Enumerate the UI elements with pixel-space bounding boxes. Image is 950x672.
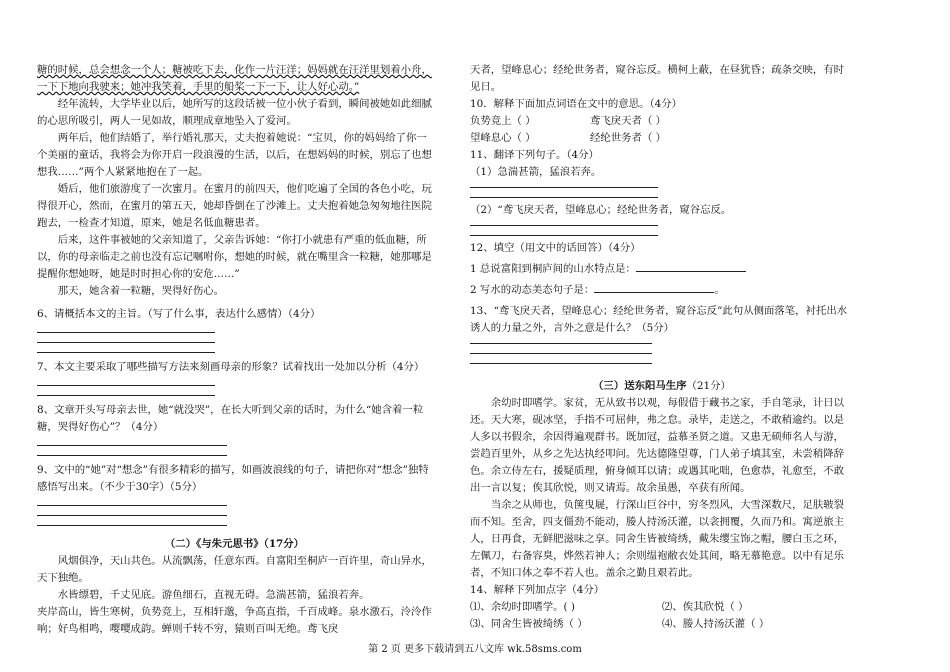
text-paragraph: 夹岸高山，皆生寒树，负势竞上，互相轩邈，争高直指，千百成峰。泉水激石，泠泠作响；好鸟相鸣，嘤嘤成韵。蝉则千转不穷，猿则百叫无绝。鸢飞戾	[37, 606, 432, 635]
answer-line[interactable]	[37, 342, 215, 343]
question-8: 8、文章开头写母亲去世，她“就没哭”，在长大听到父亲的话时，为什么“她含着一粒糖，哭得好伤心”？（4分）	[37, 404, 424, 433]
text-paragraph: 水皆缥碧，千丈见底。游鱼细石，直视无碍。急湍甚箭，猛浪若奔。	[57, 589, 370, 601]
q12-item-end: 。	[714, 284, 725, 296]
right-column	[470, 62, 854, 633]
fill-blank[interactable]	[636, 271, 746, 272]
q10-item[interactable]: 负势竞上（ ）	[470, 115, 536, 127]
q14-item[interactable]: ⑵、俟其欣悦（ ）	[662, 601, 749, 613]
left-column	[37, 62, 432, 638]
q14-row	[470, 599, 854, 616]
page-footer: 第 2 页 更多下载请到五八文库 wk.58sms.com	[368, 644, 582, 655]
answer-line[interactable]	[37, 385, 215, 386]
question-12: 12、填空（用文中的话回答）（4分）	[470, 242, 641, 254]
text-paragraph: 当余之从师也，负箧曳屣，行深山巨谷中，穷冬烈风，大雪深数尺，足肤皲裂而不知。至舍，四支僵劲不能动，媵人持汤沃灌，以衾拥覆，久而乃和。寓逆旅主人，日再食，无鲜肥滋味之享。同舍生皆被绮绣，戴朱缨宝饰之帽，腰白玉之环，左佩刀，右备容臭，烨然若神人；余则缊袍敝衣处其间，略无慕艳意。以中有足乐者，不知口体之奉不若人也。盖余之勤且艰若此。	[470, 499, 845, 579]
answer-line[interactable]	[37, 525, 227, 526]
answer-line[interactable]	[37, 445, 227, 446]
answer-line[interactable]	[470, 197, 658, 198]
question-7: 7、本文主要采取了哪些描写方法来刻画母亲的形象？试着找出一处加以分析（4分）	[37, 361, 425, 373]
question-10: 10．解释下面加点词语在文中的意思。（4分）	[470, 98, 683, 110]
question-13: 13、“鸢飞戾天者，望峰息心；经纶世务者，窥谷忘反”此句从侧面落笔，衬托出水诱人的力量之外，言外之意是什么？（5分）	[470, 305, 848, 334]
answer-line[interactable]	[470, 353, 652, 354]
question-11: 11、翻译下列句子。（4分）	[470, 149, 599, 161]
question-14: 14、解释下列加点字（4分）	[470, 584, 605, 596]
question-9: 9、文中的“她”对“想念”有很多精彩的描写，如画波浪线的句子，请把你对“想念”独特感悟写出来。（不少于30字）（5分）	[37, 464, 429, 493]
answer-line[interactable]	[37, 455, 227, 456]
passage-paragraph: 两年后，他们结婚了，举行婚礼那天，丈夫抱着她说：“宝贝，你的妈妈给了你一个美丽的童话，我将会为你开启一段浪漫的生活，以后，在想妈妈的时候，别忘了也想想我……”两个人紧紧地抱在了一起。	[37, 132, 432, 178]
passage-paragraph: 经年流转，大学毕业以后，她所写的这段话被一位小伙子看到，瞬间被她如此细腻的心思所吸引，两人一见如故，顺理成章地坠入了爱河。	[37, 98, 432, 127]
q12-item	[470, 261, 854, 278]
q11-item: （1）急湍甚箭，猛浪若奔。	[470, 166, 602, 178]
q12-item-label: 2 写水的动态美态句子是：	[470, 284, 595, 296]
answer-line[interactable]	[37, 395, 215, 396]
q12-item	[470, 282, 854, 299]
section-score: （21分）	[686, 380, 731, 392]
answer-line[interactable]	[470, 235, 658, 236]
answer-line[interactable]	[37, 332, 215, 333]
answer-line[interactable]	[37, 352, 215, 353]
passage-paragraph: 后来，这件事被她的父亲知道了，父亲告诉她：“你打小就患有严重的低血糖，所以，你的母亲临走之前也没有忘记嘱咐你，想她的时候，就在嘴里含一粒糖，她那哪是提醒你想她呀，她是时时担心你的安危……”	[37, 234, 432, 280]
answer-line[interactable]	[37, 515, 227, 516]
answer-line[interactable]	[470, 225, 658, 226]
answer-line[interactable]	[470, 363, 652, 364]
q10-item[interactable]: 经纶世务者（ ）	[590, 132, 667, 144]
text-paragraph: 余幼时即嗜学。家贫，无从致书以观，每假借于藏书之家，手自笔录，计日以还。天大寒，砚冰坚，手指不可屈伸，弗之怠。录毕，走送之，不敢稍逾约。以是人多以书假余，余因得遍观群书。既加冠，益慕圣贤之道。又患无硕师名人与游，尝趋百里外，从乡之先达执经叩问。先达德隆望尊，门人弟子填其室，未尝稍降辞色。余立侍左右，援疑质理，俯身倾耳以请；或遇其叱咄，色愈恭，礼愈至，不敢出一言以复；俟其欣悦，则又请焉。故余虽愚，卒获有所闻。	[470, 397, 845, 494]
text-paragraph: 天者，望峰息心；经纶世务者，窥谷忘反。横柯上蔽，在昼犹昏；疏条交映，有时见日。	[470, 64, 845, 93]
passage-paragraph: 那天，她含着一粒糖，哭得好伤心。	[57, 285, 225, 297]
q10-item[interactable]: 望峰息心（ ）	[470, 132, 536, 144]
q10-row	[470, 113, 854, 130]
answer-line[interactable]	[470, 187, 658, 188]
section-title-3-text: （三）送东阳马生序	[593, 380, 687, 392]
q10-item[interactable]: 鸢飞戾天者（ ）	[590, 115, 667, 127]
passage-paragraph: 婚后，他们旅游度了一次蜜月。在蜜月的前四天，他们吃遍了全国的各色小吃，玩得很开心，然而，在蜜月的第五天，她却昏倒在了沙滩上。丈夫抱着她急匆匆地往医院跑去，一检查才知道，原来，她是名低血糖患者。	[37, 183, 432, 229]
question-6: 6、请概括本文的主旨。（写了什么事，表达什么感情）（4分）	[37, 308, 321, 320]
passage-paragraph: 糖的时候，总会想念一个人；糖被吃下去，化作一片汪洋；妈妈就在汪洋里划着小舟，一下下地向我驶来；她冲我笑着，手里的船桨一下一下，让人好心动。”	[37, 64, 432, 93]
q12-item-label: 1 总说富阳到桐庐间的山水特点是：	[470, 263, 636, 275]
section-title-2: （二）《与朱元思书》（17分）	[164, 538, 305, 550]
q11-item: （2）“鸢飞戾天者，望峰息心；经纶世务者，窥谷忘反。	[470, 204, 732, 216]
q14-item[interactable]: ⑷、媵人持汤沃灌（ ）	[662, 618, 770, 630]
q14-item[interactable]: ⑶、同舍生皆被绮绣（ ）	[470, 618, 588, 630]
answer-line[interactable]	[37, 505, 227, 506]
section-title-3	[470, 378, 854, 395]
q14-row	[470, 616, 854, 633]
answer-line[interactable]	[470, 343, 652, 344]
q14-item[interactable]: ⑴、余幼时即嗜学。( )	[470, 601, 575, 613]
text-paragraph: 风烟俱净，天山共色。从流飘荡，任意东西。自富阳至桐庐一百许里，奇山异水，天下独绝。	[37, 555, 432, 584]
q10-row	[470, 130, 854, 147]
fill-blank[interactable]	[594, 292, 714, 293]
